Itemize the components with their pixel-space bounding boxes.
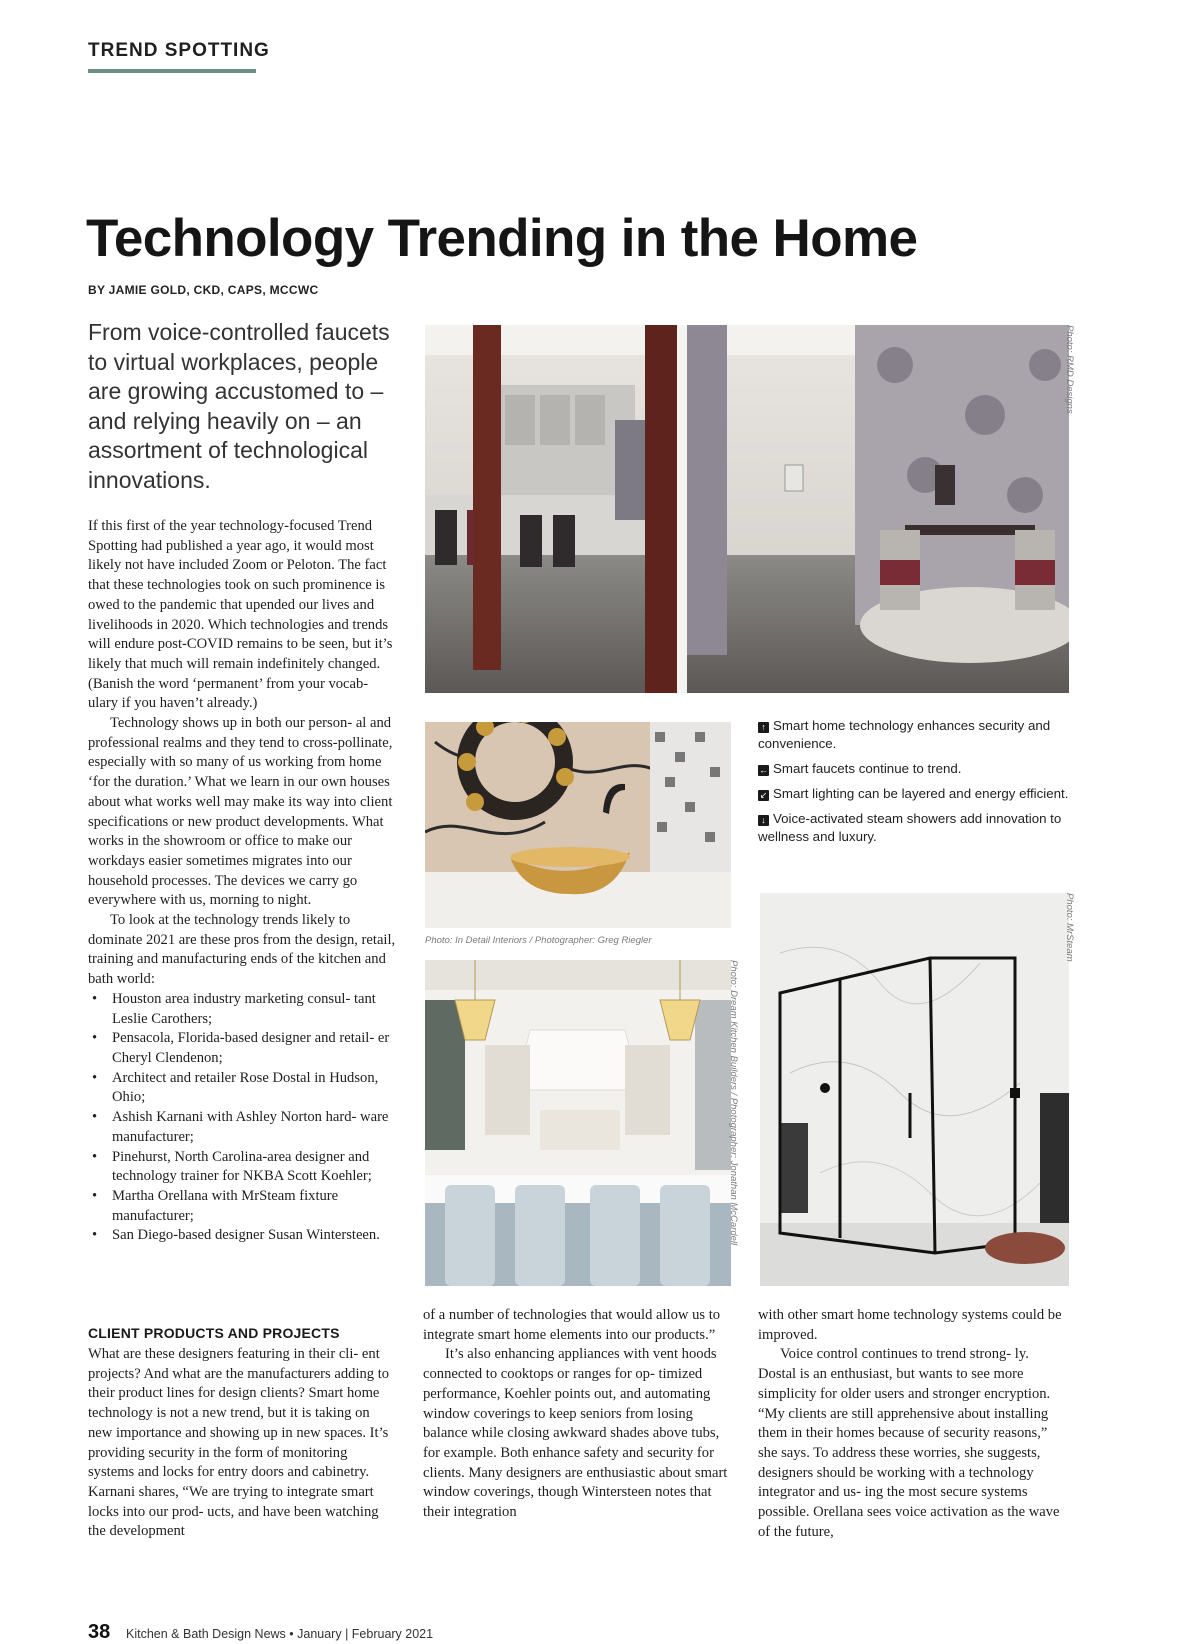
- caption-item: [758, 717, 1070, 753]
- body-paragraph: Technology shows up in both our person- al and professional realms and they tend to cross-pollinate, especially with so many of us working from home ‘for the duration.’ What we learn in our own houses about what works well may make its way into client specifications or new product developments. What works in the showroom or office to make our workdays easier sometimes migrates into our household processes. The devices we carry go everywhere with us, morning to night.: [88, 715, 393, 909]
- body-paragraph: of a number of technologies that would allow us to integrate smart home elements into our products.”: [423, 1307, 721, 1343]
- expert-list-item: • Martha Orellana with MrSteam fixture manufacturer;: [88, 1187, 396, 1226]
- body-paragraph: What are these designers featuring in their cli- ent projects? And what are the manufacturers adding to their product lines for design clients? Smart home technology is not a new trend, but it is taking on new importance and showing up in new spaces. It’s providing security in the form of monitoring systems and locks for entry doors and cabinetry. Karnani shares, “We are trying to integrate smart locks into our prod- ucts, and have been watching the development: [88, 1346, 390, 1540]
- expert-list-item: • Pinehurst, North Carolina-area designer and technology trainer for NKBA Scott Koehler;: [88, 1148, 396, 1187]
- publication-footer: Kitchen & Bath Design News • January | February 2021: [126, 1627, 434, 1641]
- expert-list-item: • Houston area industry marketing consul- tant Leslie Carothers;: [88, 990, 396, 1029]
- photo-smart-lighting: [425, 960, 731, 1286]
- photo-credit: Photo: In Detail Interiors / Photographer: Greg Riegler: [425, 935, 652, 946]
- photo-credit: Photo: MrSteam: [1064, 893, 1075, 962]
- caption-text: Smart faucets continue to trend.: [773, 761, 962, 776]
- expert-list-item: • Pensacola, Florida-based designer and retail- er Cheryl Clendenon;: [88, 1029, 396, 1068]
- photo-credit: Photo: RMD Designs: [1064, 325, 1075, 414]
- photo-kitchen-dining: [425, 325, 1069, 693]
- caption-text: Smart lighting can be layered and energy efficient.: [773, 786, 1069, 801]
- body-paragraph: It’s also enhancing appliances with vent hoods connected to cooktops or ranges for op- timized performance, Koehler points out, and automating window coverings to keep seniors from losing balance while closing awkward shades above tubs, for example. Both enhance safety and security for clients. Many designers are enthusiastic about smart window coverings, though Wintersteen notes that their integration: [423, 1346, 728, 1521]
- photo-captions: [758, 717, 1070, 853]
- expert-list: [88, 990, 396, 1246]
- caption-item: [758, 760, 1070, 778]
- caption-text: Voice-activated steam showers add innovation to wellness and luxury.: [758, 811, 1062, 844]
- down-arrow-icon: ↓: [758, 815, 769, 826]
- body-paragraph: To look at the technology trends likely to dominate 2021 are these pros from the design, retail, training and manufacturing ends of the kitchen and bath world:: [88, 912, 396, 988]
- section-tag: TREND SPOTTING: [88, 40, 270, 61]
- body-column-2: [423, 1306, 729, 1523]
- caption-item: [758, 785, 1070, 803]
- caption-text: Smart home technology enhances security and convenience.: [758, 718, 1051, 751]
- photo-smart-faucet: [425, 722, 731, 928]
- page-number: 38: [88, 1621, 111, 1643]
- photo-steam-shower: [760, 893, 1069, 1286]
- section-subhead: CLIENT PRODUCTS AND PROJECTS: [88, 1325, 340, 1341]
- photo-credit: Photo: Dream Kitchen Builders / Photographer: Jonathan McCardell: [728, 960, 739, 1246]
- expert-list-item: • San Diego-based designer Susan Wintersteen.: [88, 1226, 396, 1246]
- body-paragraph: Voice control continues to trend strong- ly. Dostal is an enthusiast, but wants to see more simplicity for older users and stronger encryption. “My clients are still apprehensive about installing them in their homes because of security reasons,” she says. To address these worries, she suggests, designers should be working with a technology integrator and us- ing the most secure systems possible. Orellana sees voice activation as the wave of the future,: [758, 1346, 1060, 1540]
- expert-list-item: • Architect and retailer Rose Dostal in Hudson, Ohio;: [88, 1069, 396, 1108]
- down-left-arrow-icon: ↙: [759, 790, 768, 800]
- article-title: Technology Trending in the Home: [86, 209, 918, 268]
- body-column-1-bottom: [88, 1345, 396, 1542]
- up-arrow-icon: ↑: [758, 722, 769, 733]
- caption-item: [758, 810, 1070, 846]
- section-rule: [88, 69, 256, 73]
- article-deck: From voice-controlled faucets to virtual workplaces, people are growing accustomed to – and relying heavily on – an assortment of technological innovations.: [88, 319, 390, 493]
- body-paragraph: If this first of the year technology-focused Trend Spotting had published a year ago, it would most likely not have included Zoom or Peloton. The fact that these technologies took on such prominence is owed to the pandemic that upended our lives and livelihoods in 2020. Which technologies and trends will endure post-COVID remains to be seen, but it’s likely that much will remain indefinitely changed. (Banish the word ‘permanent’ from your vocab- ulary if you haven’t already.): [88, 518, 393, 712]
- body-paragraph: with other smart home technology systems could be improved.: [758, 1307, 1062, 1343]
- left-arrow-icon: ←: [759, 765, 768, 775]
- expert-list-item: • Ashish Karnani with Ashley Norton hard- ware manufacturer;: [88, 1108, 396, 1147]
- body-column-3: [758, 1306, 1064, 1542]
- byline: BY JAMIE GOLD, CKD, CAPS, MCCWC: [88, 283, 319, 297]
- body-column-1: [88, 517, 396, 1246]
